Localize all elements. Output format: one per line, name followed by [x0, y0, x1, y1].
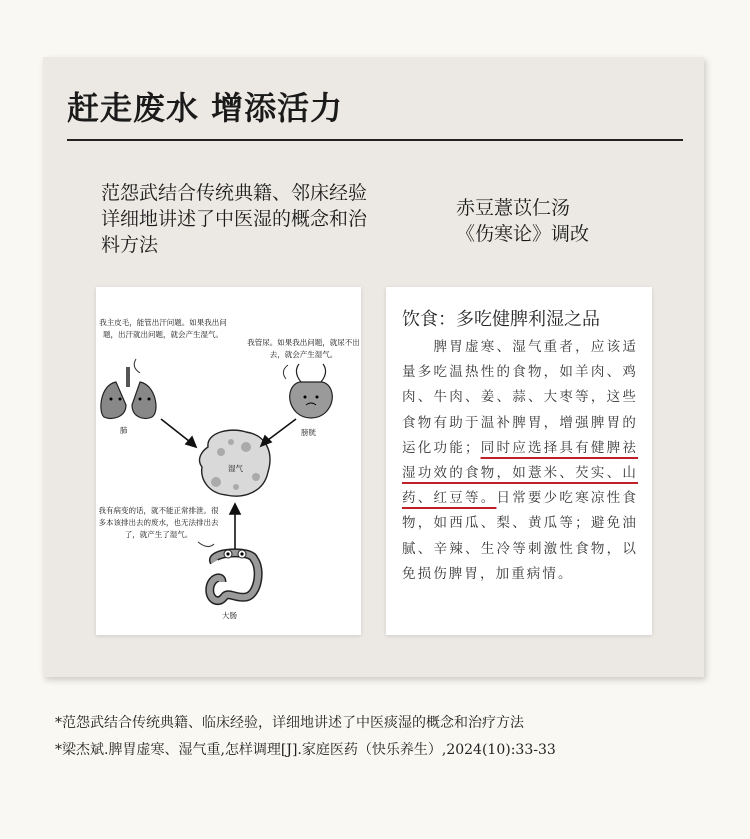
- diet-body: [402, 335, 638, 587]
- intestine-speech-bubble: 我有病变的话，就不能正常排泄。很多本该排出去的废水，也无法排出去了，就产生了湿气。: [98, 506, 219, 539]
- lung-speech-bubble: 我主皮毛，能管出汗问题。如果我出问题，出汗就出问题，就会产生湿气。: [99, 318, 227, 339]
- reference-1: *范怨武结合传统典籍、临床经验，详细地讲述了中医痰湿的概念和治疗方法: [55, 715, 524, 731]
- lung-icon: [101, 367, 156, 419]
- diet-title: 饮食：多吃健脾利湿之品: [402, 309, 600, 330]
- damp-label: 湿气: [228, 464, 243, 473]
- lung-bubble-tail: [134, 359, 140, 373]
- section-title: 赶走废水 增添活力: [67, 89, 344, 127]
- recipe-source: 《伤寒论》调改: [456, 223, 590, 245]
- title-divider: [67, 139, 683, 141]
- intestine-icon: [210, 550, 258, 601]
- book-caption: 范怨武结合传统典籍、邻床经验详细地讲述了中医湿的概念和治料方法: [101, 182, 368, 256]
- intestine-label: 大肠: [222, 611, 237, 620]
- bladder-speech-bubble: 我管尿。如果我出问题，就尿不出去，就会产生湿气。: [247, 338, 360, 359]
- diet-panel: [386, 287, 652, 635]
- bladder-icon: [290, 364, 333, 418]
- recipe-name: 赤豆薏苡仁汤: [456, 197, 571, 219]
- dampness-diagram: [96, 287, 361, 635]
- article-card: [43, 57, 704, 677]
- diet-text-part2: 日常要少吃寒凉性食物，如西瓜、梨、黄瓜等；避免油腻、辛辣、生冷等刺激性食物，以免损伤脾胃，加重病情。: [402, 490, 638, 582]
- diet-text-part1: 脾胃虚寒、湿气重者，应该适量多吃温热性的食物，如羊肉、鸡肉、牛肉、姜、蒜、大枣等，这些食物有助于温补脾胃，增强脾胃的运化功能；: [402, 339, 638, 456]
- lung-label: 肺: [120, 426, 128, 435]
- recipe-caption: [456, 195, 656, 247]
- references: [55, 710, 715, 764]
- intestine-bubble-tail: [198, 542, 214, 547]
- diet-text-underlined: 同时应选择具有健脾祛湿功效的食物，如薏米、芡实、山药、红豆等。: [402, 439, 639, 507]
- reference-2: *梁杰斌.脾胃虚寒、湿气重,怎样调理[J].家庭医药（快乐养生）,2024(10):33-33: [55, 742, 556, 758]
- bladder-bubble-tail: [283, 365, 288, 379]
- bladder-label: 膀胱: [301, 428, 316, 437]
